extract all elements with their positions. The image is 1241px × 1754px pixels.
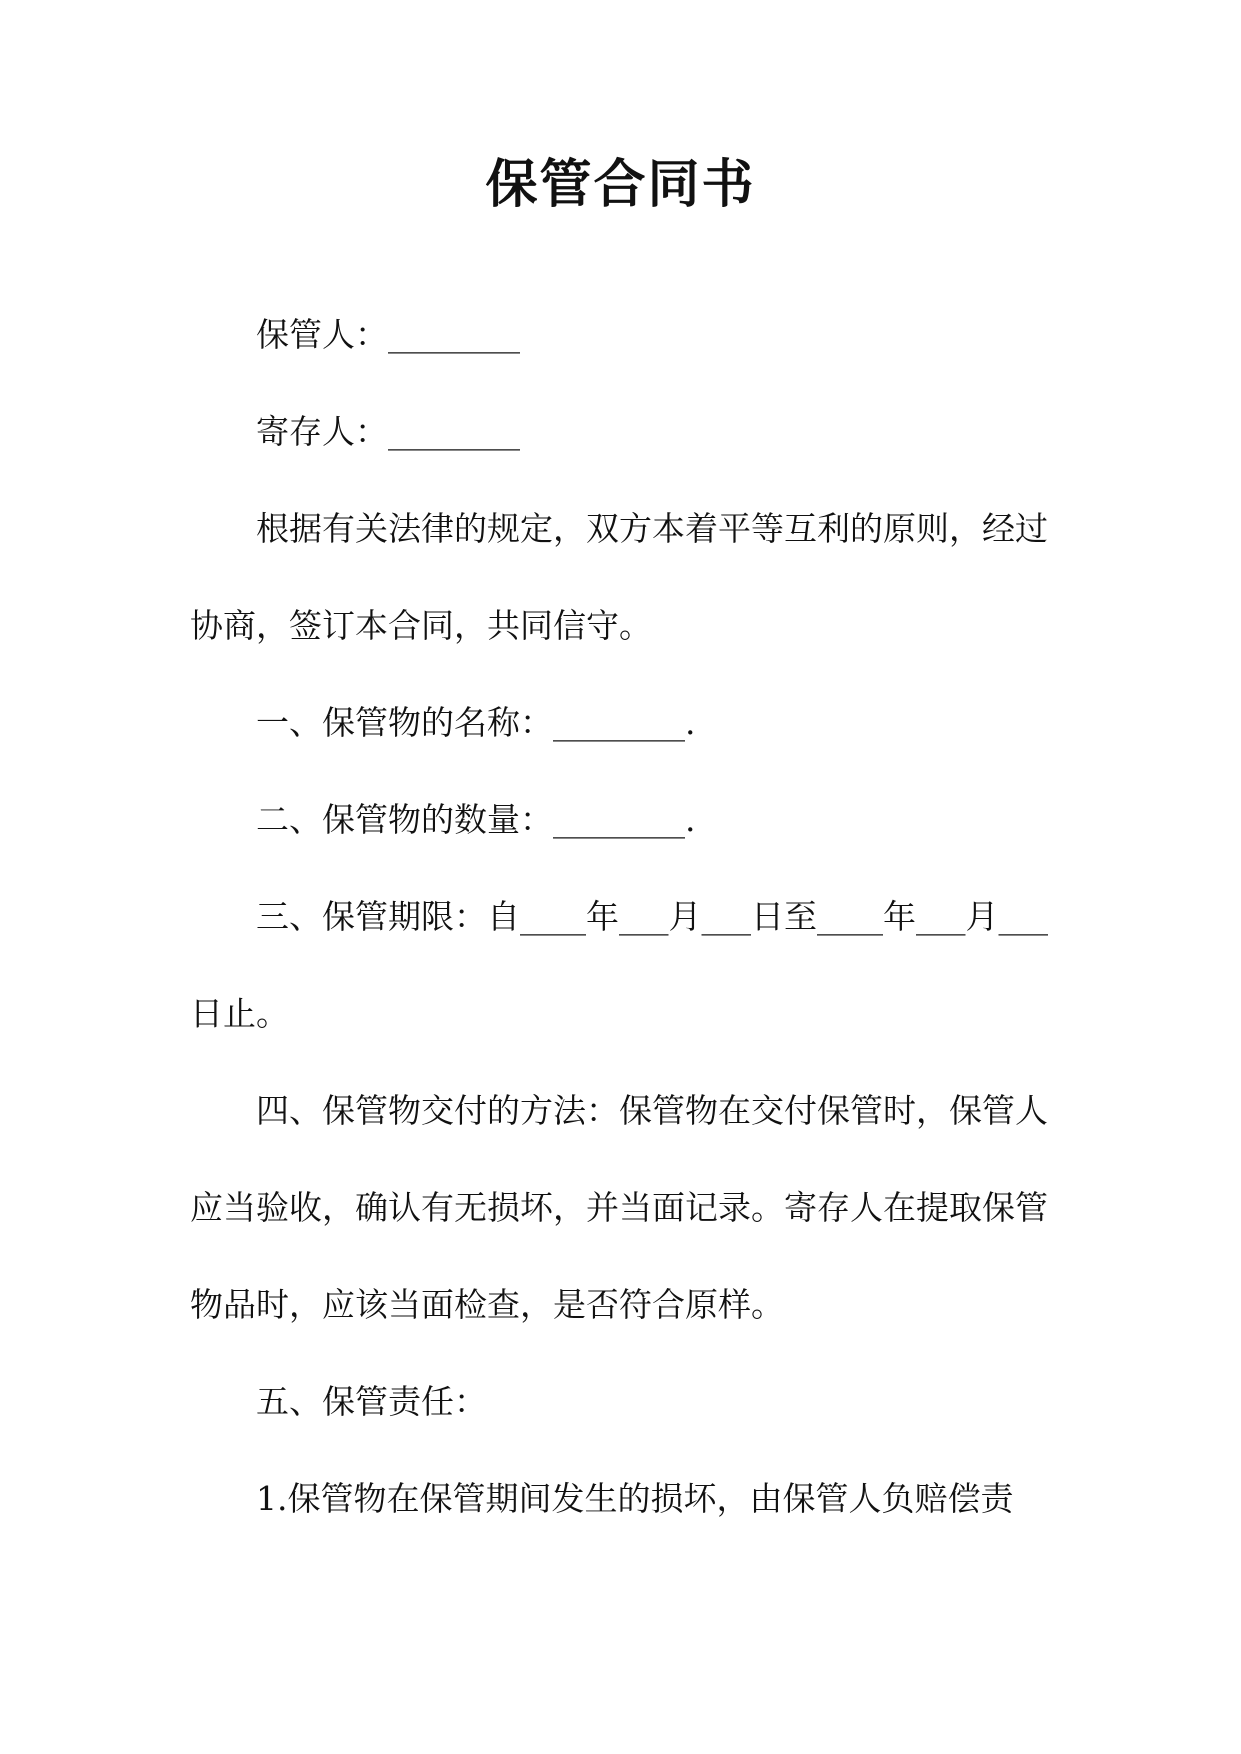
clause-responsibility-heading: 五、保管责任： <box>256 1382 487 1421</box>
clause-responsibility-item-1: 1.保管物在保管期间发生的损坏，由保管人负赔偿责 <box>256 1479 1014 1518</box>
preamble-paragraph: 根据有关法律的规定，双方本着平等互利的原则，经过协商，签订本合同，共同信守。 <box>190 509 1048 645</box>
depositor-line: 寄存人：________ <box>256 412 520 451</box>
clause-term: 三、保管期限：自____年___月___日至____年___月___日止。 <box>190 897 1048 1033</box>
clause-delivery-method: 四、保管物交付的方法：保管物在交付保管时，保管人应当验收，确认有无损坏，并当面记录。寄存人在提取保管物品时，应该当面检查，是否符合原样。 <box>190 1091 1048 1324</box>
clause-item-quantity: 二、保管物的数量：________. <box>256 800 696 839</box>
clause-item-name: 一、保管物的名称：________. <box>256 703 696 742</box>
custodian-line: 保管人：________ <box>256 315 520 354</box>
document-title: 保管合同书 <box>485 154 756 215</box>
